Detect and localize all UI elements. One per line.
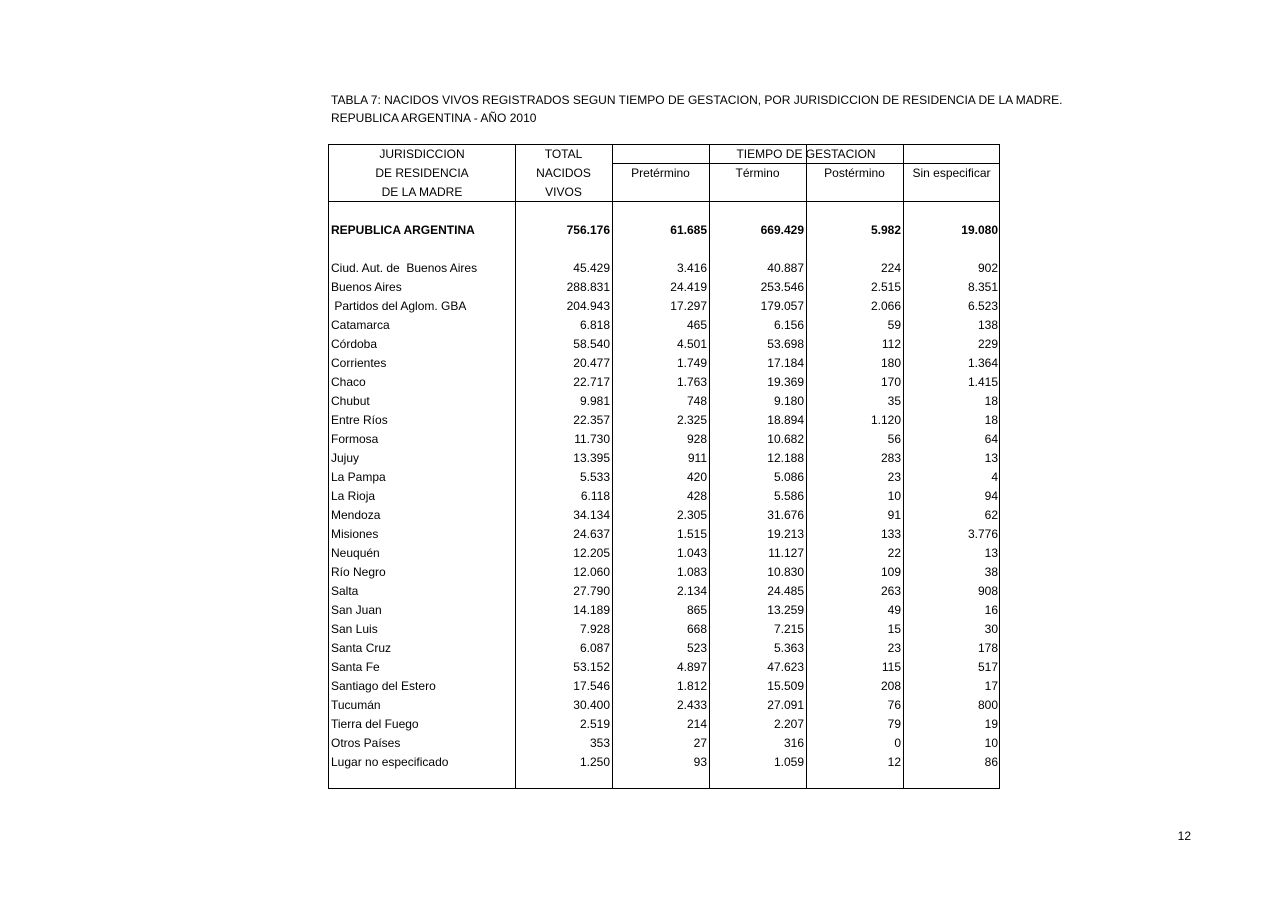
cell-postermino: 79 [887, 717, 901, 731]
cell-total: 12.205 [573, 546, 610, 560]
header-total: TOTAL [544, 147, 583, 161]
cell-pretermino: 1.749 [676, 356, 707, 370]
cell-postermino: 15 [887, 622, 901, 636]
cell-jurisdiccion: Neuquén [331, 546, 380, 560]
header-sin-especificar: Sin especificar [912, 166, 991, 180]
cell-sin-especificar: 800 [977, 698, 998, 712]
cell-termino: 2.207 [773, 717, 804, 731]
cell-total: 6.818 [579, 318, 610, 332]
cell-jurisdiccion: Corrientes [331, 356, 387, 370]
total-row-termino: 669.429 [760, 223, 804, 237]
cell-total: 14.189 [573, 603, 610, 617]
cell-postermino: 91 [887, 508, 901, 522]
cell-jurisdiccion: Mendoza [331, 508, 381, 522]
cell-total: 13.395 [573, 451, 610, 465]
cell-termino: 12.188 [767, 451, 804, 465]
cell-postermino: 2.066 [870, 299, 901, 313]
cell-pretermino: 2.325 [676, 413, 707, 427]
cell-postermino: 10 [887, 489, 901, 503]
cell-jurisdiccion: Formosa [331, 432, 379, 446]
cell-jurisdiccion: Entre Ríos [331, 413, 388, 427]
header-termino: Término [735, 166, 780, 180]
cell-termino: 18.894 [767, 413, 804, 427]
cell-sin-especificar: 16 [984, 603, 998, 617]
cell-postermino: 170 [880, 375, 901, 389]
header-vivos: VIVOS [545, 185, 582, 199]
cell-sin-especificar: 18 [984, 413, 998, 427]
cell-termino: 17.184 [767, 356, 804, 370]
cell-termino: 10.682 [767, 432, 804, 446]
cell-pretermino: 93 [693, 755, 707, 769]
cell-total: 20.477 [573, 356, 610, 370]
total-row-sin-especificar: 19.080 [961, 223, 998, 237]
cell-postermino: 2.515 [870, 280, 901, 294]
cell-pretermino: 428 [686, 489, 707, 503]
cell-total: 1.250 [579, 755, 610, 769]
cell-termino: 5.086 [773, 470, 804, 484]
cell-postermino: 224 [880, 261, 901, 275]
cell-total: 58.540 [573, 337, 610, 351]
cell-postermino: 112 [881, 337, 901, 351]
cell-total: 27.790 [573, 584, 610, 598]
cell-postermino: 12 [887, 755, 901, 769]
header-residencia: DE RESIDENCIA [375, 166, 469, 180]
cell-jurisdiccion: Córdoba [331, 337, 378, 351]
cell-pretermino: 1.812 [676, 679, 707, 693]
cell-total: 6.087 [579, 641, 610, 655]
cell-sin-especificar: 94 [984, 489, 998, 503]
cell-termino: 31.676 [767, 508, 804, 522]
cell-jurisdiccion: Lugar no especificado [331, 755, 449, 769]
cell-sin-especificar: 138 [977, 318, 998, 332]
cell-termino: 5.363 [773, 641, 804, 655]
cell-sin-especificar: 30 [984, 622, 998, 636]
cell-termino: 316 [783, 736, 804, 750]
cell-sin-especificar: 86 [984, 755, 998, 769]
cell-pretermino: 2.134 [676, 584, 707, 598]
total-row-pretermino: 61.685 [670, 223, 707, 237]
cell-total: 2.519 [579, 717, 610, 731]
header-tiempo-gestacion: TIEMPO DE GESTACION [736, 147, 876, 161]
cell-jurisdiccion: Santa Cruz [331, 641, 392, 655]
cell-postermino: 23 [887, 641, 901, 655]
cell-pretermino: 4.501 [676, 337, 707, 351]
cell-jurisdiccion: Misiones [331, 527, 379, 541]
table-title-line-2: REPUBLICA ARGENTINA - AÑO 2010 [331, 111, 537, 125]
cell-total: 11.730 [574, 432, 610, 446]
cell-postermino: 263 [880, 584, 901, 598]
cell-sin-especificar: 3.776 [967, 527, 998, 541]
cell-sin-especificar: 6.523 [967, 299, 998, 313]
header-postermino: Postérmino [824, 166, 885, 180]
cell-sin-especificar: 229 [977, 337, 998, 351]
cell-postermino: 208 [880, 679, 901, 693]
total-row-postermino: 5.982 [870, 223, 901, 237]
cell-sin-especificar: 13 [984, 546, 998, 560]
cell-jurisdiccion: Otros Países [331, 736, 401, 750]
cell-termino: 40.887 [767, 261, 804, 275]
header-nacidos: NACIDOS [536, 166, 591, 180]
cell-pretermino: 865 [686, 603, 707, 617]
cell-jurisdiccion: Jujuy [331, 451, 360, 465]
cell-total: 12.060 [573, 565, 610, 579]
cell-jurisdiccion: Santiago del Estero [331, 679, 436, 693]
cell-termino: 1.059 [773, 755, 804, 769]
cell-postermino: 0 [894, 736, 901, 750]
header-pretermino: Pretérmino [631, 166, 690, 180]
cell-sin-especificar: 17 [984, 679, 998, 693]
cell-jurisdiccion: Salta [331, 584, 359, 598]
cell-sin-especificar: 908 [977, 584, 998, 598]
cell-total: 9.981 [579, 394, 610, 408]
cell-pretermino: 214 [686, 717, 707, 731]
cell-jurisdiccion: Buenos Aires [331, 280, 402, 294]
cell-postermino: 109 [880, 565, 901, 579]
cell-jurisdiccion: Chaco [331, 375, 366, 389]
cell-jurisdiccion: Río Negro [331, 565, 386, 579]
cell-termino: 15.509 [767, 679, 804, 693]
cell-postermino: 35 [887, 394, 901, 408]
cell-total: 45.429 [573, 261, 610, 275]
cell-sin-especificar: 1.364 [967, 356, 998, 370]
cell-total: 34.134 [573, 508, 610, 522]
cell-sin-especificar: 10 [984, 736, 998, 750]
cell-total: 7.928 [579, 622, 610, 636]
cell-termino: 10.830 [767, 565, 804, 579]
cell-postermino: 76 [887, 698, 901, 712]
cell-pretermino: 2.433 [676, 698, 707, 712]
cell-sin-especificar: 902 [977, 261, 998, 275]
table-title [331, 91, 1062, 127]
cell-jurisdiccion: La Rioja [331, 489, 376, 503]
cell-pretermino: 2.305 [676, 508, 707, 522]
cell-postermino: 59 [887, 318, 901, 332]
cell-sin-especificar: 38 [984, 565, 998, 579]
cell-postermino: 180 [880, 356, 901, 370]
cell-pretermino: 1.043 [676, 546, 707, 560]
cell-pretermino: 420 [686, 470, 707, 484]
cell-pretermino: 748 [686, 394, 707, 408]
cell-termino: 179.057 [760, 299, 804, 313]
cell-pretermino: 3.416 [676, 261, 707, 275]
total-row-total: 756.176 [566, 223, 610, 237]
cell-pretermino: 465 [686, 318, 707, 332]
cell-sin-especificar: 4 [991, 470, 998, 484]
cell-postermino: 283 [880, 451, 901, 465]
cell-termino: 9.180 [773, 394, 804, 408]
cell-pretermino: 4.897 [676, 660, 707, 674]
cell-total: 22.717 [573, 375, 610, 389]
cell-termino: 27.091 [767, 698, 804, 712]
cell-termino: 13.259 [767, 603, 804, 617]
page-number: 12 [1177, 829, 1191, 843]
cell-postermino: 23 [887, 470, 901, 484]
cell-postermino: 133 [880, 527, 901, 541]
cell-total: 30.400 [573, 698, 610, 712]
cell-sin-especificar: 62 [984, 508, 998, 522]
cell-sin-especificar: 18 [984, 394, 998, 408]
cell-jurisdiccion: Ciud. Aut. de Buenos Aires [331, 261, 478, 275]
cell-termino: 19.369 [767, 375, 804, 389]
cell-jurisdiccion: San Luis [331, 622, 378, 636]
cell-jurisdiccion: San Juan [331, 603, 382, 617]
cell-total: 24.637 [573, 527, 610, 541]
cell-total: 22.357 [573, 413, 610, 427]
cell-sin-especificar: 13 [984, 451, 998, 465]
data-table [328, 144, 1000, 789]
cell-termino: 19.213 [767, 527, 804, 541]
cell-pretermino: 668 [686, 622, 707, 636]
cell-total: 6.118 [580, 489, 610, 503]
cell-sin-especificar: 178 [977, 641, 998, 655]
table-title-line-1: TABLA 7: NACIDOS VIVOS REGISTRADOS SEGUN TIEMPO DE GESTACION, POR JURISDICCION DE RESIDENCIA DE LA MADRE. [331, 93, 1063, 107]
cell-sin-especificar: 517 [977, 660, 998, 674]
cell-postermino: 49 [887, 603, 901, 617]
cell-postermino: 115 [881, 660, 901, 674]
cell-pretermino: 17.297 [670, 299, 707, 313]
cell-sin-especificar: 19 [984, 717, 998, 731]
cell-pretermino: 928 [686, 432, 707, 446]
cell-jurisdiccion: La Pampa [331, 470, 386, 484]
cell-total: 53.152 [573, 660, 610, 674]
cell-pretermino: 1.763 [676, 375, 707, 389]
header-jurisdiccion: JURISDICCION [379, 147, 465, 161]
cell-pretermino: 1.515 [676, 527, 707, 541]
cell-sin-especificar: 8.351 [967, 280, 998, 294]
cell-total: 17.546 [573, 679, 610, 693]
cell-postermino: 22 [887, 546, 901, 560]
cell-total: 5.533 [579, 470, 610, 484]
cell-sin-especificar: 1.415 [967, 375, 998, 389]
cell-pretermino: 1.083 [676, 565, 707, 579]
header-madre: DE LA MADRE [381, 185, 463, 199]
cell-termino: 11.127 [768, 546, 804, 560]
cell-jurisdiccion: Chubut [331, 394, 370, 408]
cell-postermino: 56 [887, 432, 901, 446]
cell-pretermino: 27 [693, 736, 707, 750]
cell-termino: 5.586 [773, 489, 804, 503]
cell-total: 288.831 [566, 280, 610, 294]
cell-postermino: 1.120 [870, 413, 901, 427]
cell-pretermino: 523 [686, 641, 707, 655]
cell-termino: 6.156 [773, 318, 804, 332]
total-row-label: REPUBLICA ARGENTINA [331, 223, 475, 237]
cell-jurisdiccion: Partidos del Aglom. GBA [331, 299, 467, 313]
cell-jurisdiccion: Santa Fe [331, 660, 380, 674]
cell-termino: 47.623 [767, 660, 804, 674]
cell-termino: 7.215 [773, 622, 804, 636]
cell-termino: 53.698 [767, 337, 804, 351]
cell-termino: 253.546 [760, 280, 804, 294]
cell-jurisdiccion: Tierra del Fuego [331, 717, 419, 731]
cell-total: 353 [589, 736, 610, 750]
cell-jurisdiccion: Tucumán [331, 698, 381, 712]
cell-pretermino: 24.419 [670, 280, 707, 294]
cell-pretermino: 911 [687, 451, 707, 465]
cell-sin-especificar: 64 [984, 432, 998, 446]
cell-jurisdiccion: Catamarca [331, 318, 390, 332]
cell-total: 204.943 [566, 299, 610, 313]
cell-termino: 24.485 [767, 584, 804, 598]
